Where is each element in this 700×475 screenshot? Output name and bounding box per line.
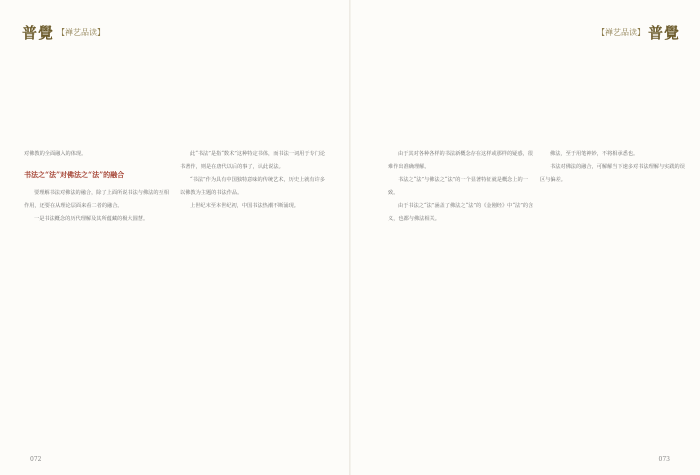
magazine-logo: 普覺 xyxy=(22,24,55,42)
section-title: 【禅艺品读】 xyxy=(57,28,106,37)
text-column-4 xyxy=(540,148,688,187)
text-column-3 xyxy=(388,148,536,226)
paragraph: 由于书法之“法”涵盖了佛法之“法”的《金刚经》中“法”的含义，也都与佛法相关。 xyxy=(388,203,534,222)
book-gutter xyxy=(349,0,351,475)
magazine-logo: 普覺 xyxy=(647,24,680,42)
text-column-1 xyxy=(24,148,172,226)
paragraph: 上世纪末至本世纪初，中国书法热潮不断涌现。 xyxy=(190,203,299,209)
article-heading: 书法之“法”对佛法之“法”的融合 xyxy=(24,170,125,179)
paragraph: 佛法，至于用笔神妙，不将相承悉也。 xyxy=(550,151,639,157)
page-number-left: 072 xyxy=(30,456,42,463)
paragraph: 要理解书法对佛法的融合，除了上面所说书法与佛法的互相作用，还要在从理论层面来看二者的融合。 xyxy=(24,190,169,209)
text-column-2 xyxy=(180,148,328,213)
paragraph: 书法之“法”与佛法之“法”的一个显著特征就是概念上的一致。 xyxy=(388,177,528,196)
header-left xyxy=(22,22,105,43)
page-number-right: 073 xyxy=(658,456,670,463)
intro-line: 对佛教的全面融入的体现。 xyxy=(24,151,87,157)
paragraph: 由于其对各种各样的书法新概念存在这样或那样的疑惑，很难作出准确理解。 xyxy=(388,151,533,170)
paragraph: 此“书法”是指“数术”这种特定书体，而书法一词用于专门论书著作，则是在唐代以后的事了，认此说法。 xyxy=(180,151,326,170)
paragraph: “书法”作为具有中国独特意味的传统艺术，历史上就有许多以佛教为主题的书法作品。 xyxy=(180,177,325,196)
paragraph: 一是书法概念的历代理解及其所蕴藏的极大圆慧。 xyxy=(34,216,149,222)
section-title: 【禅艺品读】 xyxy=(596,28,645,37)
paragraph: 书法对佛法的融合，可解解当下速多对书法理解与实践的误区与偏差。 xyxy=(540,164,685,183)
header-right xyxy=(597,22,680,43)
